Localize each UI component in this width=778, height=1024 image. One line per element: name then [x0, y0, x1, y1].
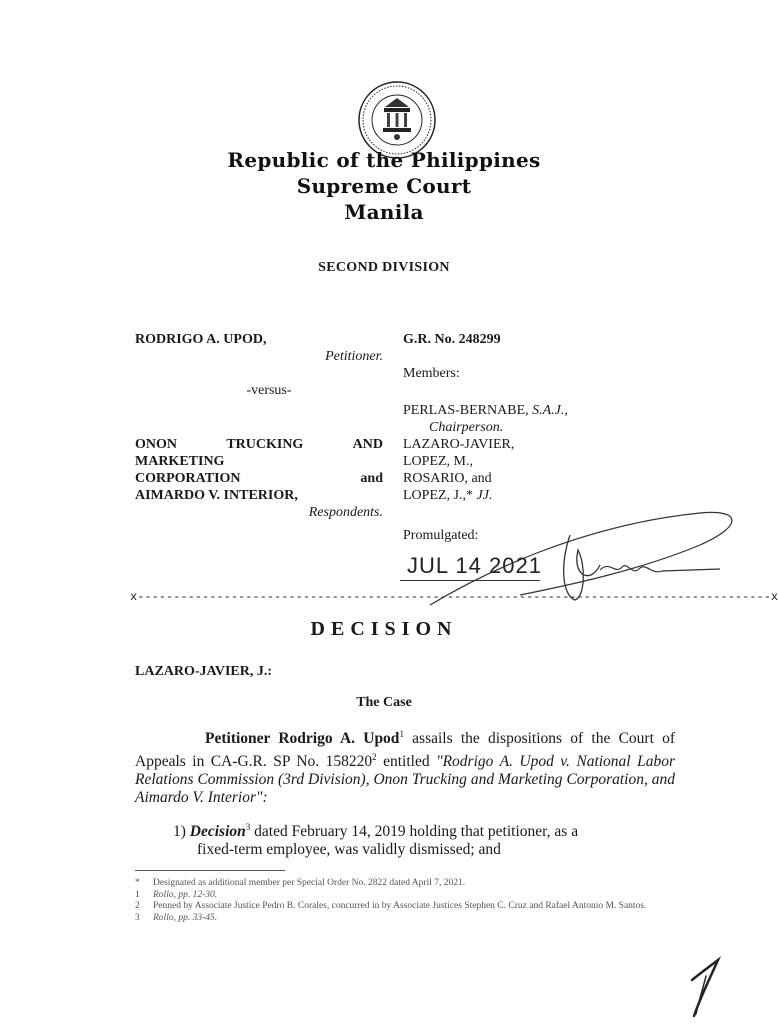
- decision-title: DECISION: [310, 618, 458, 640]
- member-3: LOPEZ, M.,: [403, 454, 473, 469]
- handwritten-page-mark: [680, 958, 730, 1018]
- footnote: 1 Rollo, pp. 12-30.: [135, 889, 218, 900]
- footnote: 2 Penned by Associate Justice Pedro B. Corales, concurred in by Associate Justices Stephen C. Cruz and Rafael Antonio M. Santos.: [135, 901, 647, 911]
- footnote: 3 Rollo, pp. 33-45.: [135, 912, 218, 923]
- respondent-line-4: AIMARDO V. INTERIOR,: [135, 488, 298, 503]
- petitioner-name: RODRIGO A. UPOD,: [135, 332, 267, 347]
- respondent-role: Respondents.: [308, 505, 383, 520]
- ponente: LAZARO-JAVIER, J.:: [135, 664, 273, 679]
- division-heading: SECOND DIVISION: [318, 260, 450, 275]
- promulgated-date-stamp: JUL 14 2021: [407, 553, 542, 578]
- members-label: Members:: [403, 366, 460, 381]
- section-heading: The Case: [356, 695, 412, 710]
- petitioner-block: [135, 331, 383, 365]
- respondent-block: [135, 436, 383, 521]
- court-heading: Supreme Court: [296, 174, 472, 198]
- promulgated-label: Promulgated:: [403, 528, 479, 543]
- city-heading: Manila: [344, 200, 424, 224]
- petitioner-role: Petitioner.: [325, 349, 383, 364]
- body-paragraph-1: Petitioner Rodrigo A. Upod$^1$ assails the dispositions of the Court of Appeals in CA-G.R. SP No. 158220$^2$ entitled "Rodrigo A. Upod v. National Labor Relations Commission (3rd Division), Onon Trucking and Marketing Corporation, and Aimardo V. Interior":: [135, 729, 675, 807]
- respondent-line-1: ONON TRUCKING AND: [135, 437, 383, 452]
- member-5: LOPEZ, J.,* JJ.: [403, 488, 493, 503]
- gr-number: G.R. No. 248299: [403, 332, 501, 347]
- list-item-1: 1) Decision$^3$ dated February 14, 2019 holding that petitioner, as a fixed-term employee, was validly dismissed; and: [173, 822, 579, 859]
- member-4: ROSARIO, and: [403, 471, 492, 486]
- respondent-line-2: MARKETING: [135, 454, 225, 469]
- respondent-line-3: CORPORATION and: [135, 471, 383, 486]
- member-2: LAZARO-JAVIER,: [403, 437, 515, 452]
- caption-divider: x----------------------------------------------------------------------------------------x: [130, 590, 778, 604]
- member-1: PERLAS-BERNABE, S.A.J.,: [403, 403, 568, 418]
- republic-heading: Republic of the Philippines: [227, 148, 541, 172]
- footnote: * Designated as additional member per Special Order No. 2822 dated April 7, 2021.: [135, 878, 466, 888]
- footnote-rule: [135, 870, 285, 871]
- members-list: [403, 402, 703, 504]
- footnotes: [135, 878, 683, 924]
- member-1-title: Chairperson.: [429, 420, 504, 435]
- versus: -versus-: [246, 383, 292, 398]
